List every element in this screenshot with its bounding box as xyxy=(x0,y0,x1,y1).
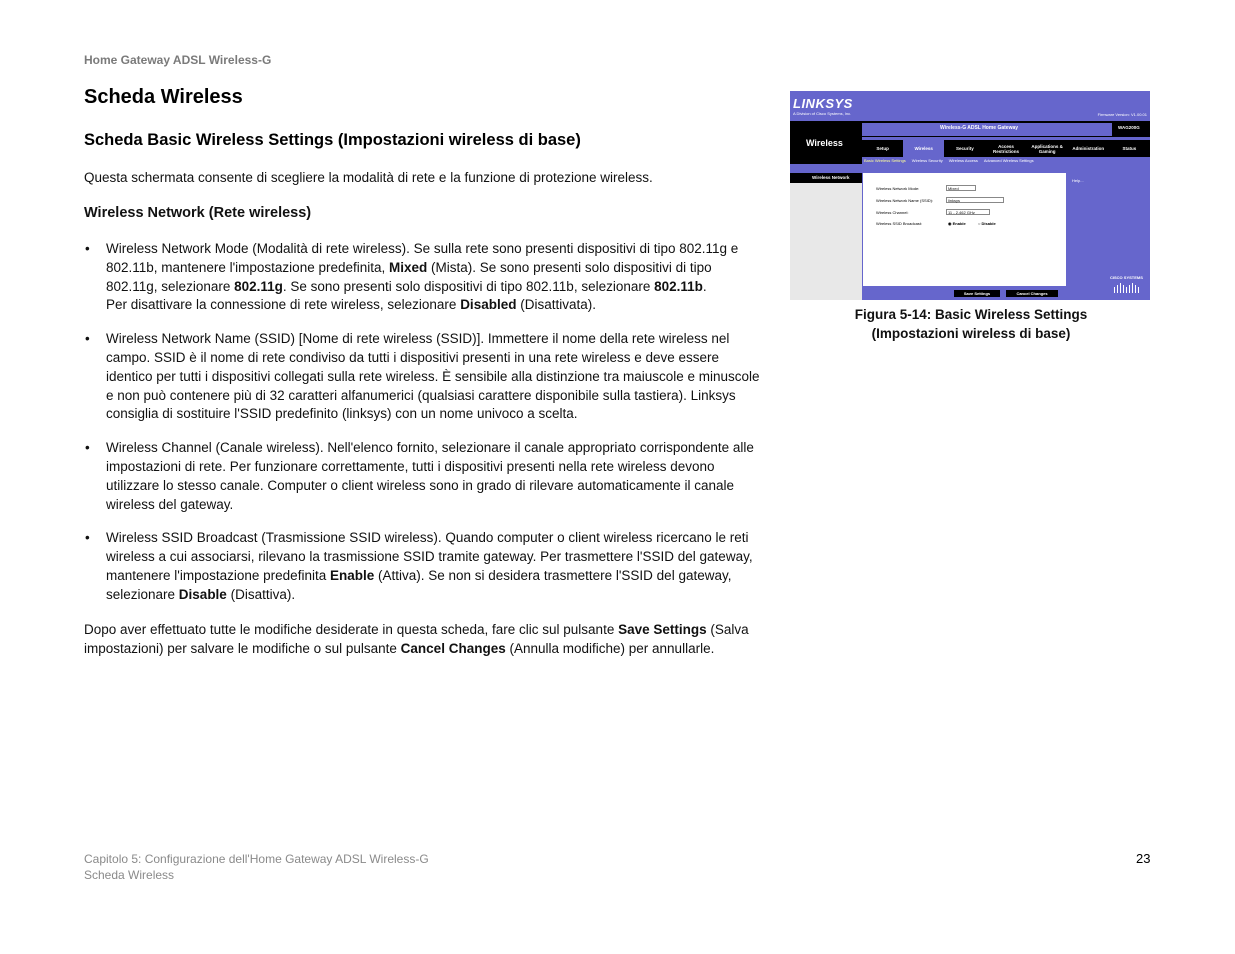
cancel-changes-button[interactable]: Cancel Changes xyxy=(1006,290,1058,297)
keyword-mixed: Mixed xyxy=(389,259,428,275)
left-panel-label: Wireless Network xyxy=(812,175,850,180)
cisco-logo-icon xyxy=(1112,281,1144,293)
broadcast-enable-radio[interactable]: ◉ Enable xyxy=(948,221,966,226)
subtab-advanced-wireless[interactable]: Advanced Wireless Settings xyxy=(983,158,1034,163)
figure-caption: Figura 5-14: Basic Wireless Settings (Impostazioni wireless di base) xyxy=(854,307,1088,341)
broadcast-label: Wireless SSID Broadcast: xyxy=(876,221,923,226)
channel-select[interactable]: 11 - 2.462 GHz xyxy=(946,209,990,215)
intro-paragraph: Questa schermata consente di scegliere la modalità di rete e la funzione di protezione wireless. xyxy=(84,170,653,185)
logo-tagline: A Division of Cisco Systems, Inc. xyxy=(793,111,852,116)
tab-status[interactable]: Status xyxy=(1122,146,1137,151)
bullet-network-mode: • Wireless Network Mode (Modalità di rete wireless). Se sulla rete sono presenti dispositivi di tipo 802.11g e 802.11b, mantenere l'impostazione predefinita, Mixed (Mista). Se sono presenti solo dispositivi di tipo 802.11g, selezionare 802.11g. Se sono presenti solo dispositivi di tipo 802.11b, selezionare 802.11b. Per disattivare la connessione di rete wireless, selezionare Disabled (Disattivata). xyxy=(84,240,764,315)
subtab-wireless-security[interactable]: Wireless Security xyxy=(911,158,943,163)
section-label: Wireless xyxy=(806,138,843,148)
ssid-input[interactable]: linksys xyxy=(946,197,1004,203)
ssid-label: Wireless Network Name (SSID): xyxy=(876,198,934,203)
left-panel xyxy=(790,173,862,300)
keyword-80211g: 802.11g xyxy=(234,278,283,294)
tab-setup[interactable]: Setup xyxy=(876,146,889,151)
keyword-cancel-changes: Cancel Changes xyxy=(400,640,506,656)
footer xyxy=(84,851,429,883)
page-subtitle: Scheda Basic Wireless Settings (Impostazioni wireless di base) xyxy=(84,131,581,149)
main-tabs xyxy=(862,140,1150,157)
keyword-disabled: Disabled xyxy=(460,297,517,313)
firmware-version: Firmware Version: V1.00.01 xyxy=(1097,112,1147,117)
help-link[interactable]: Help... xyxy=(1072,178,1084,183)
tab-wireless[interactable]: Wireless xyxy=(903,140,944,157)
product-name: Wireless-G ADSL Home Gateway xyxy=(940,125,1019,131)
closing-paragraph: Dopo aver effettuato tutte le modifiche desiderate in questa scheda, fare clic sul pulsante Save Settings (Salva impostazioni) per salvare le modifiche o sul pulsante Cancel Changes (Annulla modifiche) per annullarle. xyxy=(84,622,749,656)
save-settings-button[interactable]: Save Settings xyxy=(954,290,1000,297)
page-number: 23 xyxy=(1136,851,1151,866)
keyword-disable: Disable xyxy=(178,586,227,602)
router-screenshot xyxy=(790,91,1150,300)
running-header: Home Gateway ADSL Wireless-G xyxy=(84,53,272,67)
mode-select[interactable]: Mixed xyxy=(946,185,976,191)
subtab-wireless-access[interactable]: Wireless Access xyxy=(948,158,978,163)
tab-access-restrictions[interactable]: Access Restrictions xyxy=(992,143,1019,154)
bullet-ssid: • Wireless Network Name (SSID) [Nome di rete wireless (SSID)]. Immettere il nome della rete wireless nel campo. SSID è il nome di rete condiviso da tutti i dispositivi presenti in una rete wireless e deve essere identico per tutti i dispositivi collegati sulla rete wireless. È sensibile alla distinzione tra maiuscole e minuscole e non può contenere più di 32 caratteri alfanumerici (qualsiasi carattere disponibile sulla tastiera). Linksys consiglia di sostituire l'SSID predefinito (linksys) con un nome univoco a scelta. xyxy=(84,330,764,424)
page-title: Scheda Wireless xyxy=(84,86,243,108)
keyword-save-settings: Save Settings xyxy=(618,622,707,637)
footer-section: Scheda Wireless xyxy=(84,868,175,882)
keyword-80211b: 802.11b xyxy=(654,278,703,294)
keyword-enable: Enable xyxy=(329,567,375,583)
tab-administration[interactable]: Administration xyxy=(1072,146,1105,151)
tab-applications-gaming[interactable]: Applications & Gaming xyxy=(1031,143,1063,154)
product-model: WAG200G xyxy=(1118,125,1140,130)
bullet-ssid-broadcast: • Wireless SSID Broadcast (Trasmissione SSID wireless). Quando computer o client wireless ricercano le reti wireless a cui associarsi, rilevano la trasmissione SSID tramite gateway. Per trasmettere l'SSID del gateway, mantenere l'impostazione predefinita Enable (Attiva). Se non si desidera trasmettere l'SSID del gateway, selezionare Disable (Disattiva). xyxy=(84,529,764,604)
bullet-list xyxy=(84,240,764,620)
cisco-logo-text: CISCO SYSTEMS xyxy=(1110,275,1143,280)
footer-chapter: Capitolo 5: Configurazione dell'Home Gateway ADSL Wireless-G xyxy=(84,852,429,866)
sub-tabs xyxy=(862,157,1150,164)
subtab-basic-wireless[interactable]: Basic Wireless Settings xyxy=(864,158,906,163)
linksys-logo: LINKSYS xyxy=(793,96,853,111)
channel-label: Wireless Channel: xyxy=(876,210,909,215)
tab-security[interactable]: Security xyxy=(955,146,974,151)
mode-label: Wireless Network Mode: xyxy=(876,186,920,191)
bullet-channel: • Wireless Channel (Canale wireless). Nell'elenco fornito, selezionare il canale appropriato corrispondente alle impostazioni di rete. Per funzionare correttamente, tutti i dispositivi presenti nella rete wireless devono utilizzare lo stesso canale. Computer o client wireless sono in grado di rilevare automaticamente il canale wireless del gateway. xyxy=(84,439,764,514)
broadcast-disable-radio[interactable]: ○ Disable xyxy=(978,221,996,226)
section-heading: Wireless Network (Rete wireless) xyxy=(84,205,312,221)
